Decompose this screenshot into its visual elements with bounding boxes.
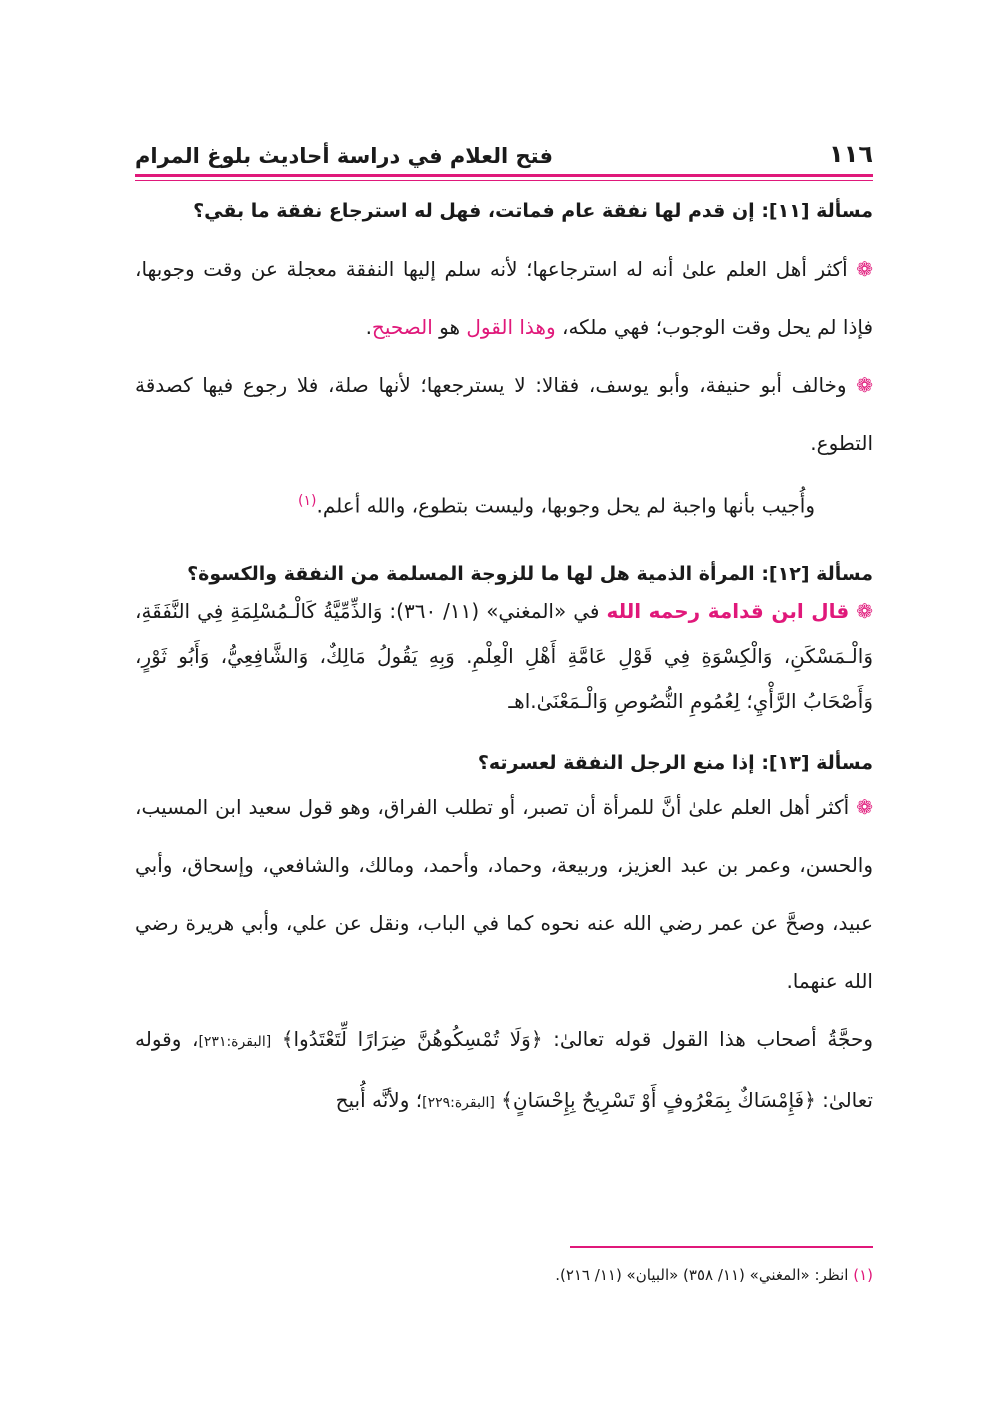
quoted-scholar: قال ابن قدامة رحمه الله — [606, 598, 850, 623]
issue-11-heading — [135, 190, 873, 226]
issue-13-paragraph-2 — [135, 1010, 873, 1132]
issue-11-p1-end: . — [365, 315, 372, 339]
footnote — [135, 1262, 873, 1288]
issue-13-title: إذا منع الرجل النفقة لعسرته؟ — [477, 751, 755, 774]
issue-13-p1-text: أكثر أهل العلم علىٰ أنَّ للمرأة أن تصبر، أو تطلب الفراق، وهو قول سعيد ابن المسيب، والحسن، وعمر بن عبد العزيز، وربيعة، وحماد، وأحمد، ومالك، والشافعي، وإسحاق، وأبي عبيد، وصحَّ عن عمر رضي الله عنه نحوه كما في الباب، ونقل عن علي، وأبي هريرة رضي الله عنهما. — [135, 794, 873, 993]
issue-13-paragraph-1 — [135, 778, 873, 1010]
issue-11-p2-text: وخالف أبو حنيفة، وأبو يوسف، فقالا: لا يسترجعها؛ لأنها صلة، فلا رجوع فيها كصدقة التطوع. — [135, 373, 873, 455]
footnote-text: انظر: «المغني» (١١/ ٣٥٨) «البيان» (١١/ ٢١٦). — [555, 1266, 854, 1284]
issue-11-p3-text: وأُجيب بأنها واجبة لم يحل وجوبها، وليست بتطوع، والله أعلم. — [316, 493, 815, 518]
issue-12-heading — [135, 553, 873, 589]
flower-icon: ❁ — [856, 794, 873, 819]
highlight-this-opinion: وهذا القول — [466, 315, 556, 339]
issue-12-quote — [135, 589, 873, 724]
running-title: فتح العلام في دراسة أحاديث بلوغ المرام — [135, 144, 553, 168]
page-body — [135, 190, 873, 1132]
flower-icon: ❁ — [856, 373, 873, 397]
header-rule-thin — [135, 180, 873, 181]
flower-icon: ❁ — [856, 598, 873, 623]
issue-12-quote-text: في «المغني» (١١/ ٣٦٠): وَالذِّمِّيَّةُ كَالْـمُسْلِمَةِ فِي النَّفَقَةِ، وَالْـمَسْكَنِ، وَالْكِسْوَةِ فِي قَوْلِ عَامَّةِ أَهْلِ الْعِلْمِ. وَبِهِ يَقُولُ مَالِكٌ، وَالشَّافِعِيُّ، وَأَبُو ثَوْرٍ، وَأَصْحَابُ الرَّأْيِ؛ لِعُمُومِ النُّصُوصِ وَالْـمَعْنَىٰ.اهـ — [135, 598, 873, 713]
issue-13-p2-text-2: ، وقوله تعالىٰ: ﴿فَإِمْسَاكٌ بِمَعْرُوفٍ أَوْ تَسْرِيحٌ بِإِحْسَانٍ﴾ — [135, 1026, 873, 1112]
highlight-correct: الصحيح — [371, 315, 433, 339]
header-rule-thick — [135, 174, 873, 177]
issue-11-p1-text-2: هو — [432, 315, 467, 339]
issue-11-paragraph-3 — [135, 472, 873, 535]
issue-13-label: مسألة [١٣]: — [761, 751, 873, 774]
quran-reference-1: [البقرة:٢٣١] — [198, 1033, 272, 1050]
issue-13-p2-end: ؛ ولأنَّه أُبيح — [335, 1087, 423, 1112]
issue-11-paragraph-1 — [135, 240, 873, 356]
footnote-reference[interactable]: (١) — [298, 493, 317, 509]
footnote-rule — [570, 1246, 873, 1248]
issue-13-heading — [135, 742, 873, 778]
issue-11-paragraph-2 — [135, 356, 873, 472]
page-header — [135, 128, 873, 168]
issue-11-title: إن قدم لها نفقة عام فماتت، فهل له استرجاع نفقة ما بقي؟ — [193, 200, 755, 222]
quran-reference-2: [البقرة:٢٢٩] — [422, 1094, 495, 1111]
flower-icon: ❁ — [856, 257, 874, 281]
issue-12-title: المرأة الذمية هل لها ما للزوجة المسلمة من النفقة والكسوة؟ — [187, 562, 755, 585]
issue-13-p2-text: وحجَّةُ أصحاب هذا القول قوله تعالىٰ: ﴿وَلَا تُمْسِكُوهُنَّ ضِرَارًا لِّتَعْتَدُوا﴾ — [271, 1026, 873, 1051]
issue-11-label: مسألة [١١]: — [761, 200, 873, 222]
issue-12-label: مسألة [١٢]: — [761, 562, 873, 585]
footnote-number: (١) — [853, 1266, 873, 1284]
page-number: ١١٦ — [829, 140, 873, 168]
issue-11-p1-text: أكثر أهل العلم علىٰ أنه له استرجاعها؛ لأنه سلم إليها النفقة معجلة عن وقت وجوبها، فإذا لم يحل وقت الوجوب؛ فهي ملكه، — [135, 257, 873, 339]
